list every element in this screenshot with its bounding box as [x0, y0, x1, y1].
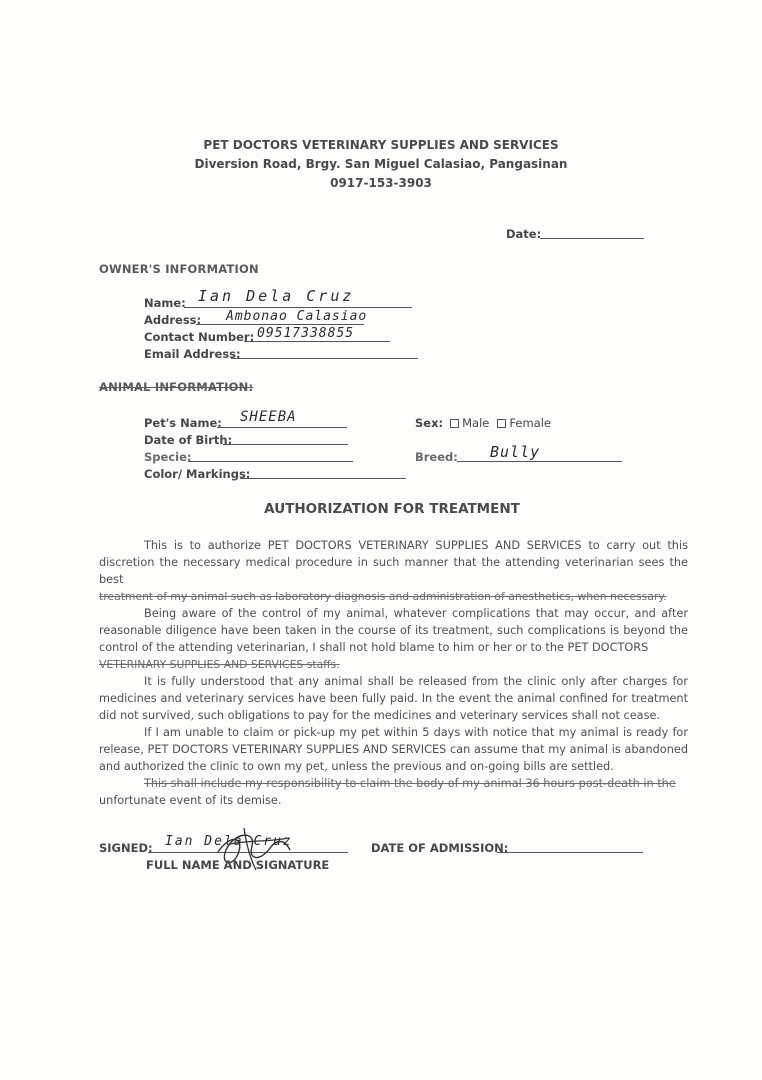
owner-email-field[interactable] — [231, 358, 418, 359]
admission-date-field[interactable] — [497, 852, 643, 853]
auth-paragraph-5-start: This shall include my responsibility to claim the body of my animal 36 hours post-death in the — [144, 777, 676, 790]
owner-contact-label: Contact Number: — [144, 330, 255, 344]
pet-name-value: SHEEBA — [240, 409, 297, 425]
company-phone: 0917-153-3903 — [330, 176, 432, 190]
auth-paragraph-2: Being aware of the control of my animal, whatever complications that may occur, and after reasonable diligence have been taken in the course of its treatment, such complications is beyond the control of the attending veterinarian, I shall not hold blame to him or her or to the PET DOCTORS — [99, 607, 688, 654]
signed-label: SIGNED: — [99, 841, 153, 855]
auth-paragraph-1: This is to authorize PET DOCTORS VETERINARY SUPPLIES AND SERVICES to carry out this discretion the necessary medical procedure in such manner that the attending veterinarian sees the best — [99, 539, 688, 586]
animal-section-title: ANIMAL INFORMATION: — [99, 380, 254, 394]
breed-value: Bully — [490, 443, 541, 461]
breed-field[interactable] — [457, 461, 622, 462]
dob-label: Date of Birth: — [144, 433, 233, 447]
signed-name-value: Ian Dela Cruz — [165, 834, 293, 849]
company-name: PET DOCTORS VETERINARY SUPPLIES AND SERVICES — [203, 138, 559, 152]
pet-name-field[interactable] — [217, 427, 347, 428]
owner-address-value: Ambonao Calasiao — [226, 309, 368, 324]
sex-row — [415, 416, 551, 430]
auth-paragraph-5-end: unfortunate event of its demise. — [99, 794, 282, 807]
owner-email-label: Email Address: — [144, 347, 241, 361]
owner-contact-field[interactable] — [244, 341, 390, 342]
dob-field[interactable] — [223, 444, 348, 445]
breed-label: Breed: — [415, 450, 458, 464]
pet-name-label: Pet's Name: — [144, 416, 222, 430]
specie-label: Specie: — [144, 450, 192, 464]
owner-address-field[interactable] — [196, 324, 364, 325]
date-label: Date: — [506, 227, 542, 241]
owner-section-title: OWNER'S INFORMATION — [99, 262, 259, 276]
authorization-title: AUTHORIZATION FOR TREATMENT — [264, 501, 520, 517]
color-field[interactable] — [240, 478, 406, 479]
sex-female-checkbox[interactable] — [497, 419, 506, 428]
owner-contact-value: 09517338855 — [257, 326, 355, 341]
sex-male-checkbox[interactable] — [450, 419, 459, 428]
auth-paragraph-4: If I am unable to claim or pick-up my pet within 5 days with notice that my animal is ready for release, PET DOCTORS VETERINARY SUPPLIES AND SERVICES can assume that my animal is abandoned and authorized the clinic to own my pet, unless the previous and on-going bills are settled. — [99, 726, 688, 773]
color-label: Color/ Markings: — [144, 467, 251, 481]
authorization-body — [99, 537, 688, 809]
owner-name-field[interactable] — [184, 307, 412, 308]
specie-field[interactable] — [188, 461, 353, 462]
admission-date-label: DATE OF ADMISSION: — [371, 841, 509, 855]
auth-paragraph-1-end: treatment of my animal such as laboratory diagnosis and administration of anesthetics, when necessary. — [99, 590, 667, 603]
auth-paragraph-2-end: VETERINARY SUPPLIES AND SERVICES staffs. — [99, 658, 340, 671]
sex-male-label: Male — [462, 416, 490, 430]
sex-female-label: Female — [509, 416, 551, 430]
owner-address-label: Address: — [144, 313, 202, 327]
date-field[interactable] — [540, 238, 644, 239]
owner-name-value: Ian Dela Cruz — [198, 287, 355, 305]
signature-caption: FULL NAME AND SIGNATURE — [146, 858, 330, 872]
owner-name-label: Name: — [144, 296, 186, 310]
auth-paragraph-3: It is fully understood that any animal shall be released from the clinic only after charges for medicines and veterinary services have been fully paid. In the event the animal confined for treatment did not survived, such obligations to pay for the medicines and veterinary services shall not cease. — [99, 675, 688, 722]
company-address: Diversion Road, Brgy. San Miguel Calasiao, Pangasinan — [194, 157, 568, 171]
sex-label: Sex: — [415, 416, 444, 430]
